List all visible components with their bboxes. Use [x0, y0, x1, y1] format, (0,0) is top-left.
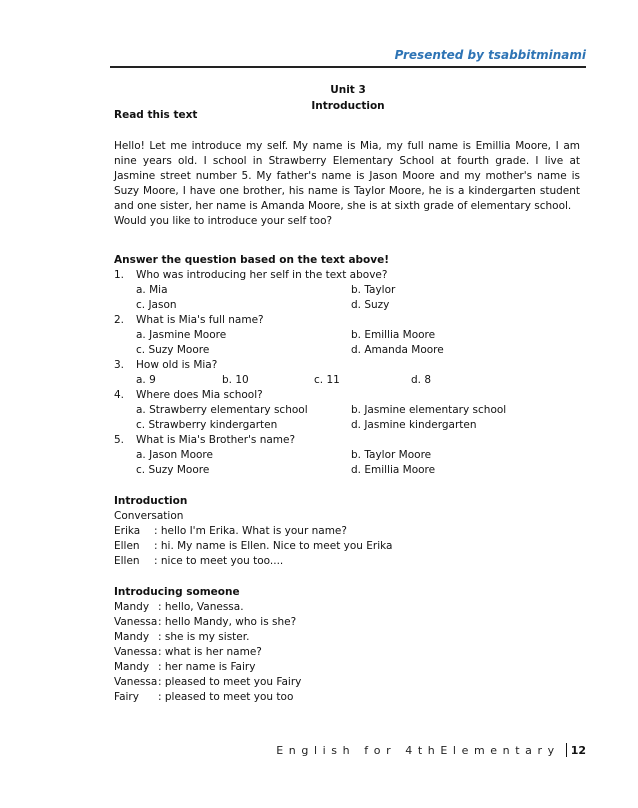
question-4 — [114, 388, 580, 403]
options-row — [114, 448, 580, 463]
option-c: c. 11 — [314, 374, 340, 386]
option-b: b. 10 — [222, 374, 249, 386]
utterance: : hello, Vanessa. — [158, 601, 244, 613]
option-c: c. Suzy Moore — [136, 464, 210, 476]
question-number: 1. — [114, 269, 125, 281]
option-b: b. Jasmine elementary school — [351, 404, 507, 416]
conversation-subheading: Conversation — [114, 510, 184, 522]
utterance: : pleased to meet you too — [158, 691, 294, 703]
question-text: What is Mia's Brother's name? — [136, 434, 296, 446]
speaker: Mandy — [114, 661, 150, 673]
dialogue-line — [114, 630, 580, 645]
document-body — [114, 108, 580, 705]
question-number: 3. — [114, 359, 125, 371]
option-a: a. Strawberry elementary school — [136, 404, 308, 416]
question-5 — [114, 433, 580, 448]
options-row — [114, 283, 580, 298]
dialogue-line — [114, 675, 580, 690]
unit-number: Unit 3 — [330, 84, 366, 96]
speaker: Fairy — [114, 691, 139, 703]
question-text: Who was introducing her self in the text above? — [136, 269, 388, 281]
question-1 — [114, 268, 580, 283]
introduction-section — [114, 494, 580, 569]
option-b: b. Taylor — [351, 284, 396, 296]
question-number: 4. — [114, 389, 125, 401]
options-row — [114, 343, 580, 358]
options-row — [114, 373, 580, 388]
utterance: : her name is Fairy — [158, 661, 256, 673]
dialogue-line — [114, 600, 580, 615]
option-d: d. Suzy — [351, 299, 390, 311]
option-a: a. Jason Moore — [136, 449, 213, 461]
dialogue-line — [114, 690, 580, 705]
options-row — [114, 418, 580, 433]
utterance: : she is my sister. — [158, 631, 250, 643]
header-credit: Presented by tsabbitminami — [394, 48, 586, 62]
question-text: What is Mia's full name? — [136, 314, 264, 326]
option-c: c. Suzy Moore — [136, 344, 210, 356]
speaker: Vanessa — [114, 676, 158, 688]
option-a: a. Mia — [136, 284, 168, 296]
question-number: 2. — [114, 314, 125, 326]
footer-divider — [566, 743, 567, 757]
utterance: : hello Mandy, who is she? — [158, 616, 297, 628]
option-c: c. Strawberry kindergarten — [136, 419, 278, 431]
option-b: b. Taylor Moore — [351, 449, 432, 461]
option-d: d. 8 — [411, 374, 432, 386]
option-a: a. 9 — [136, 374, 156, 386]
speaker: Mandy — [114, 631, 150, 643]
speaker: Mandy — [114, 601, 150, 613]
dialogue-line — [114, 539, 580, 554]
reading-paragraph: Hello! Let me introduce my self. My name is Mia, my full name is Emillia Moore, I am nine years old. I school in Strawberry Elementary School at fourth grade. I live at Jasmine street number 5. My father's name is Jason Moore and my mother's name is Suzy Moore, I have one brother, his name is Taylor Moore, he is a kindergarten student and one sister, her name is Amanda Moore, she is at sixth grade of elementary school. — [114, 140, 580, 212]
utterance: : what is her name? — [158, 646, 262, 658]
introducing-section — [114, 585, 580, 705]
question-text: Where does Mia school? — [136, 389, 263, 401]
options-row — [114, 298, 580, 313]
option-a: a. Jasmine Moore — [136, 329, 227, 341]
question-2 — [114, 313, 580, 328]
option-d: d. Amanda Moore — [351, 344, 444, 356]
option-c: c. Jason — [136, 299, 177, 311]
quiz-heading: Answer the question based on the text above! — [114, 254, 390, 266]
speaker: Erika — [114, 525, 141, 537]
options-row — [114, 403, 580, 418]
dialogue-line — [114, 660, 580, 675]
page-number: 12 — [570, 743, 586, 757]
dialogue-line — [114, 615, 580, 630]
dialogue-line — [114, 645, 580, 660]
dialogue-line — [114, 554, 580, 569]
option-b: b. Emillia Moore — [351, 329, 436, 341]
page-footer — [276, 743, 586, 757]
speaker: Vanessa — [114, 616, 158, 628]
speaker: Vanessa — [114, 646, 158, 658]
header-rule — [110, 66, 586, 68]
introduction-heading: Introduction — [114, 495, 188, 507]
options-row — [114, 328, 580, 343]
question-3 — [114, 358, 580, 373]
utterance: : pleased to meet you Fairy — [158, 676, 302, 688]
utterance: : hello I'm Erika. What is your name? — [154, 525, 347, 537]
options-row — [114, 463, 580, 478]
reading-heading: Read this text — [114, 109, 198, 121]
utterance: : nice to meet you too.... — [154, 555, 284, 567]
question-number: 5. — [114, 434, 125, 446]
footer-text: English for 4thElementary — [276, 743, 560, 757]
unit-title: Introduction — [311, 100, 385, 112]
option-d: d. Jasmine kindergarten — [351, 419, 477, 431]
utterance: : hi. My name is Ellen. Nice to meet you Erika — [154, 540, 393, 552]
reading-closing: Would you like to introduce your self too? — [114, 215, 333, 227]
introducing-heading: Introducing someone — [114, 586, 240, 598]
question-text: How old is Mia? — [136, 359, 218, 371]
speaker: Ellen — [114, 540, 140, 552]
option-d: d. Emillia Moore — [351, 464, 436, 476]
speaker: Ellen — [114, 555, 140, 567]
dialogue-line — [114, 524, 580, 539]
